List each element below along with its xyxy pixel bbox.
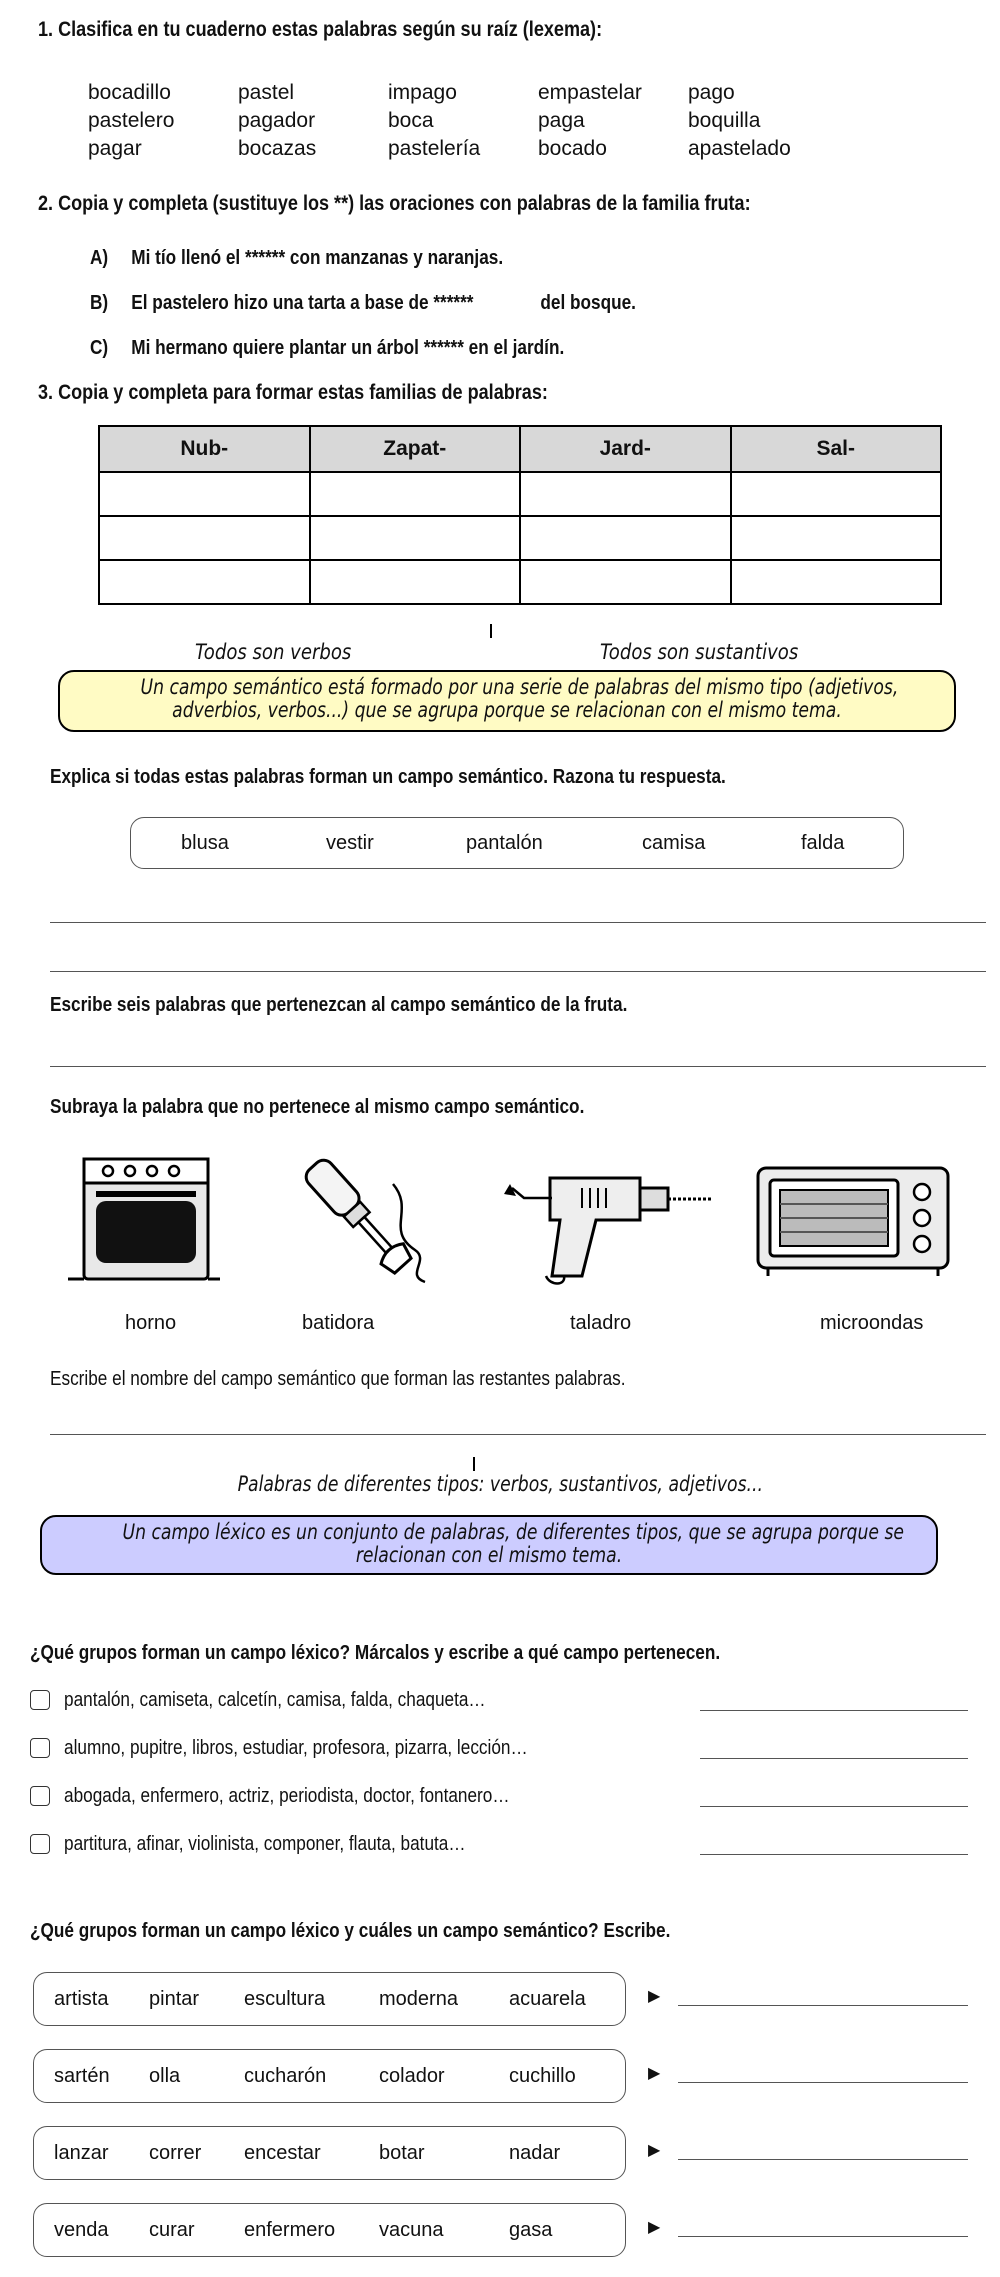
word: vacuna bbox=[379, 2218, 444, 2241]
word: colador bbox=[379, 2064, 445, 2087]
table-header-sal: Sal- bbox=[731, 426, 942, 472]
table-cell[interactable] bbox=[731, 516, 942, 560]
word: sartén bbox=[54, 2064, 110, 2087]
word: blusa bbox=[181, 831, 229, 854]
checkbox[interactable] bbox=[30, 1786, 50, 1806]
word: vestir bbox=[326, 831, 374, 854]
word: pastelería bbox=[388, 137, 481, 160]
table-cell[interactable] bbox=[99, 516, 310, 560]
word-pill-row bbox=[33, 2049, 626, 2103]
table-cell[interactable] bbox=[310, 516, 521, 560]
label-batidora[interactable]: batidora bbox=[302, 1312, 375, 1334]
word: encestar bbox=[244, 2141, 321, 2164]
word: falda bbox=[801, 831, 845, 854]
section2-title: 2. Copia y completa (sustituye los **) las oraciones con palabras de la familia fruta: bbox=[38, 192, 751, 215]
lexico-definition-box: Un campo léxico es un conjunto de palabras, de diferentes tipos, que se agrupa porque se relacionan con el mismo tema. bbox=[40, 1515, 938, 1575]
table-cell[interactable] bbox=[731, 472, 942, 516]
final-instruction: ¿Qué grupos forman un campo léxico y cuáles un campo semántico? Escribe. bbox=[30, 1920, 671, 1942]
word-pill-row bbox=[33, 2203, 626, 2257]
word-pill-ropa bbox=[130, 817, 904, 869]
label-horno[interactable]: horno bbox=[125, 1312, 177, 1334]
table-cell[interactable] bbox=[520, 516, 731, 560]
grupos-instruction: ¿Qué grupos forman un campo léxico? Márcalos y escribe a qué campo pertenecen. bbox=[30, 1642, 721, 1664]
word: boca bbox=[388, 109, 434, 132]
arrow-icon: ▶ bbox=[648, 1988, 661, 2005]
word: curar bbox=[149, 2218, 195, 2241]
fruta-instruction: Escribe seis palabras que pertenezcan al campo semántico de la fruta. bbox=[50, 994, 628, 1016]
note-verbos: Todos son verbos bbox=[195, 640, 352, 664]
word: artista bbox=[54, 1987, 109, 2010]
lexico-note: Palabras de diferentes tipos: verbos, sustantivos, adjetivos... bbox=[237, 1472, 763, 1496]
answer-line[interactable] bbox=[700, 1806, 968, 1807]
group-item: alumno, pupitre, libros, estudiar, profesora, pizarra, lección… bbox=[64, 1737, 528, 1759]
answer-line[interactable] bbox=[700, 1758, 968, 1759]
word: olla bbox=[149, 2064, 181, 2087]
word: gasa bbox=[509, 2218, 553, 2241]
section1-title: 1. Clasifica en tu cuaderno estas palabras según su raíz (lexema): bbox=[38, 18, 603, 41]
word: empastelar bbox=[538, 81, 642, 104]
table-cell[interactable] bbox=[310, 560, 521, 604]
drill-icon bbox=[490, 1158, 720, 1288]
word: cuchillo bbox=[509, 2064, 576, 2087]
word: pastel bbox=[238, 81, 295, 104]
arrow-icon: ▶ bbox=[648, 2219, 661, 2236]
answer-line[interactable] bbox=[50, 971, 986, 972]
table-cell[interactable] bbox=[520, 472, 731, 516]
answer-line[interactable] bbox=[50, 1434, 986, 1435]
answer-line[interactable] bbox=[700, 1710, 968, 1711]
word: lanzar bbox=[54, 2141, 109, 2164]
section3-title: 3. Copia y completa para formar estas familias de palabras: bbox=[38, 381, 548, 404]
subraya-followup: Escribe el nombre del campo semántico que forman las restantes palabras. bbox=[50, 1368, 626, 1390]
group-item: partitura, afinar, violinista, componer, flauta, batuta… bbox=[64, 1833, 466, 1855]
word: camisa bbox=[642, 831, 706, 854]
word: escultura bbox=[244, 1987, 326, 2010]
word: paga bbox=[538, 109, 585, 132]
section1-word-grid bbox=[88, 80, 838, 162]
word: acuarela bbox=[509, 1987, 586, 2010]
table-cell[interactable] bbox=[731, 560, 942, 604]
answer-line[interactable] bbox=[678, 2236, 968, 2237]
checkbox[interactable] bbox=[30, 1834, 50, 1854]
word: pago bbox=[688, 81, 735, 104]
pointer-tick bbox=[490, 624, 492, 638]
checkbox[interactable] bbox=[30, 1738, 50, 1758]
explica-instruction: Explica si todas estas palabras forman un campo semántico. Razona tu respuesta. bbox=[50, 766, 726, 788]
word: pintar bbox=[149, 1987, 200, 2010]
answer-line[interactable] bbox=[700, 1854, 968, 1855]
table-row bbox=[99, 560, 941, 604]
word: pantalón bbox=[466, 831, 543, 854]
word: impago bbox=[388, 81, 457, 104]
microwave-icon bbox=[750, 1160, 960, 1285]
note-sustantivos: Todos son sustantivos bbox=[600, 640, 799, 664]
word: boquilla bbox=[688, 109, 761, 132]
word: pastelero bbox=[88, 109, 175, 132]
table-header-zapat: Zapat- bbox=[310, 426, 521, 472]
table-cell[interactable] bbox=[310, 472, 521, 516]
word: pagar bbox=[88, 137, 142, 160]
table-row bbox=[99, 516, 941, 560]
answer-line[interactable] bbox=[50, 1066, 986, 1067]
oven-icon bbox=[60, 1155, 225, 1290]
sentence-b: B) El pastelero hizo una tarta a base de ****** del bosque. bbox=[90, 292, 636, 314]
word: botar bbox=[379, 2141, 425, 2164]
word: correr bbox=[149, 2141, 202, 2164]
word: moderna bbox=[379, 1987, 458, 2010]
group-item: abogada, enfermero, actriz, periodista, doctor, fontanero… bbox=[64, 1785, 510, 1807]
arrow-icon: ▶ bbox=[648, 2065, 661, 2082]
answer-line[interactable] bbox=[678, 2159, 968, 2160]
table-cell[interactable] bbox=[99, 560, 310, 604]
label-taladro[interactable]: taladro bbox=[570, 1312, 632, 1334]
sentence-c: C) Mi hermano quiere plantar un árbol ****** en el jardín. bbox=[90, 337, 565, 359]
sentence-a: A) Mi tío llenó el ****** con manzanas y naranjas. bbox=[90, 247, 504, 269]
table-cell[interactable] bbox=[99, 472, 310, 516]
word: bocadillo bbox=[88, 81, 171, 104]
answer-line[interactable] bbox=[678, 2082, 968, 2083]
word-pill-row bbox=[33, 1972, 626, 2026]
word: apastelado bbox=[688, 137, 791, 160]
checkbox[interactable] bbox=[30, 1690, 50, 1710]
table-header-nub: Nub- bbox=[99, 426, 310, 472]
label-microondas[interactable]: microondas bbox=[820, 1312, 924, 1334]
word: cucharón bbox=[244, 2064, 327, 2087]
group-item: pantalón, camiseta, calcetín, camisa, falda, chaqueta… bbox=[64, 1689, 486, 1711]
arrow-icon: ▶ bbox=[648, 2142, 661, 2159]
table-header-jard: Jard- bbox=[520, 426, 731, 472]
word: bocazas bbox=[238, 137, 317, 160]
word: venda bbox=[54, 2218, 109, 2241]
hand-blender-icon bbox=[265, 1150, 440, 1290]
semantic-definition-box: Un campo semántico está formado por una serie de palabras del mismo tipo (adjetivos, adverbios, verbos...) que se agrupa porque se relacionan con el mismo tema. bbox=[58, 670, 956, 732]
answer-line[interactable] bbox=[50, 922, 986, 923]
word: bocado bbox=[538, 137, 607, 160]
word: nadar bbox=[509, 2141, 561, 2164]
table-row bbox=[99, 472, 941, 516]
word: pagador bbox=[238, 109, 316, 132]
subraya-instruction: Subraya la palabra que no pertenece al mismo campo semántico. bbox=[50, 1096, 585, 1118]
table-cell[interactable] bbox=[520, 560, 731, 604]
answer-line[interactable] bbox=[678, 2005, 968, 2006]
word-family-table bbox=[98, 425, 942, 605]
pointer-tick bbox=[473, 1457, 475, 1471]
word: enfermero bbox=[244, 2218, 336, 2241]
word-pill-row bbox=[33, 2126, 626, 2180]
